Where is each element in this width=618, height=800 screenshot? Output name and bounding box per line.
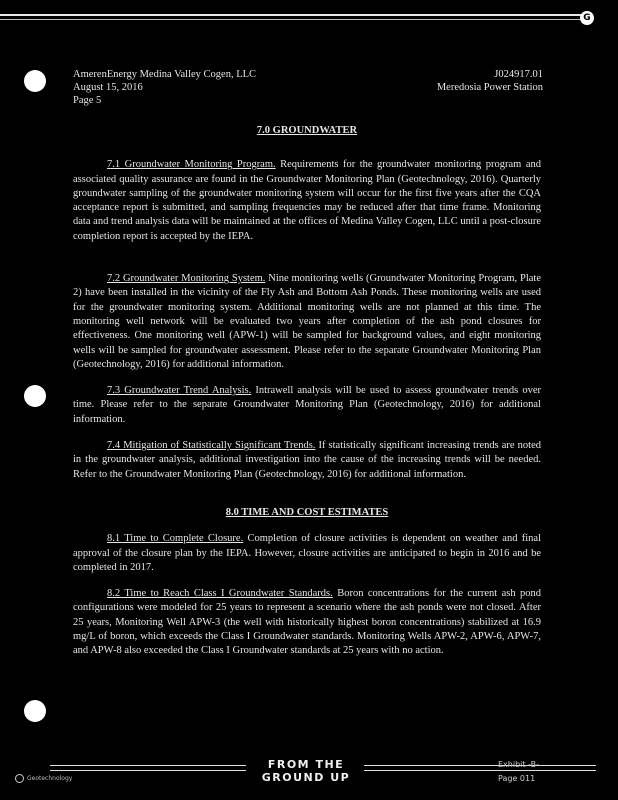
footer-rule-left (50, 765, 246, 771)
exhibit-label: Exhibit -B- (498, 760, 540, 769)
paragraph-7-1 (73, 158, 541, 244)
subsection-heading: 8.2 Time to Reach Class I Groundwater Standards. (107, 588, 333, 600)
paragraph-7-3 (73, 384, 541, 427)
subsection-heading: 7.1 Groundwater Monitoring Program. (107, 159, 276, 171)
subsection-heading: 7.4 Mitigation of Statistically Significant Trends. (107, 440, 316, 452)
page-header (73, 68, 543, 107)
logo-text: Geotechnology (27, 775, 73, 782)
logo-icon (15, 774, 24, 783)
paragraph-text: Intrawell analysis will be used to assess groundwater trends over time. Please refer to the separate Groundwater Monitoring Plan (Geotechnology, 2016) for additional information. (73, 385, 541, 425)
binder-hole-icon (24, 70, 46, 92)
document-body (73, 124, 541, 659)
footer-rule-right (364, 765, 596, 771)
paragraph-8-1 (73, 532, 541, 575)
paragraph-text: Nine monitoring wells (Groundwater Monitoring Program, Plate 2) have been installed in the vicinity of the Fly Ash and Bottom Ash Ponds. These monitoring wells are used for the groundwater monitoring system. Additional monitoring wells are not planned at this time. The monitoring well network will be evaluated two years after completion of the ash pond closures for effectiveness. One monitoring well (APW-1) will be sampled for background values, and eight monitoring wells will be sampled for groundwater assessment. Please refer to the separate Groundwater Monitoring Plan (Geotechnology, 2016) for additional information. (73, 273, 541, 370)
section-title-groundwater: 7.0 GROUNDWATER (256, 125, 358, 136)
document-number: J024917.01 (494, 69, 543, 80)
top-rule-thin (0, 19, 586, 20)
page-label: Page 5 (73, 95, 102, 106)
paragraph-text: Completion of closure activities is dependent on weather and final approval of the closure plan by the IEPA. However, closure activities are anticipated to begin in 2016 and be completed in 2017. (73, 533, 541, 573)
company-name: AmerenEnergy Medina Valley Cogen, LLC (73, 69, 257, 80)
binder-hole-icon (24, 700, 46, 722)
page-footer (0, 758, 618, 798)
paragraph-7-4 (73, 439, 541, 482)
binder-hole-icon (24, 385, 46, 407)
paragraph-text: Requirements for the groundwater monitoring program and associated quality assurance are found in the Groundwater Monitoring Plan (Geotechnology, 2016). Quarterly groundwater sampling of the groundwater monitoring system will occur for the first five years after the CQA acceptance report is submitted, and sampling frequencies may be reduced after that time frame. Monitoring data and trend analysis data will be maintained at the offices of Medina Valley Cogen, LLC until a post-closure completion report is accepted by the IEPA. (73, 159, 541, 242)
paragraph-7-2 (73, 272, 541, 372)
subsection-heading: 7.3 Groundwater Trend Analysis. (107, 385, 252, 397)
top-rule (0, 14, 586, 16)
section-title-time-cost: 8.0 TIME AND COST ESTIMATES (225, 506, 389, 518)
paragraph-text: If statistically significant increasing trends are noted in the groundwater analysis, additional investigation into the cause of the increasing trends will be needed. Refer to the Groundwater Monitoring Plan (Geotechnology, 2016) for additional information. (73, 440, 541, 480)
company-logo (15, 774, 72, 783)
station-name: Meredosia Power Station (436, 82, 543, 93)
subsection-heading: 7.2 Groundwater Monitoring System. (107, 273, 266, 285)
paragraph-8-2 (73, 587, 541, 658)
top-border (0, 14, 586, 21)
document-date: August 15, 2016 (73, 82, 143, 93)
footer-page-number: Page 011 (498, 774, 536, 783)
paragraph-text: Boron concentrations for the current ash pond configurations were modeled for 25 years to represent a scenario where the ash ponds were not closed. After 25 years, Monitoring Well APW-3 (the well with historically highest boron concentrations) stabilized at 16.9 mg/L of boron, which exceeds the Class I Groundwater standards. Monitoring Wells APW-2, APW-6, APW-7, and APW-8 also exceeded the Class I Groundwater standards at 25 years with no action. (73, 588, 541, 657)
subsection-heading: 8.1 Time to Complete Closure. (107, 533, 244, 545)
footer-tagline: FROM THE GROUND UP (261, 758, 351, 784)
corner-tab-icon: G (580, 11, 594, 25)
